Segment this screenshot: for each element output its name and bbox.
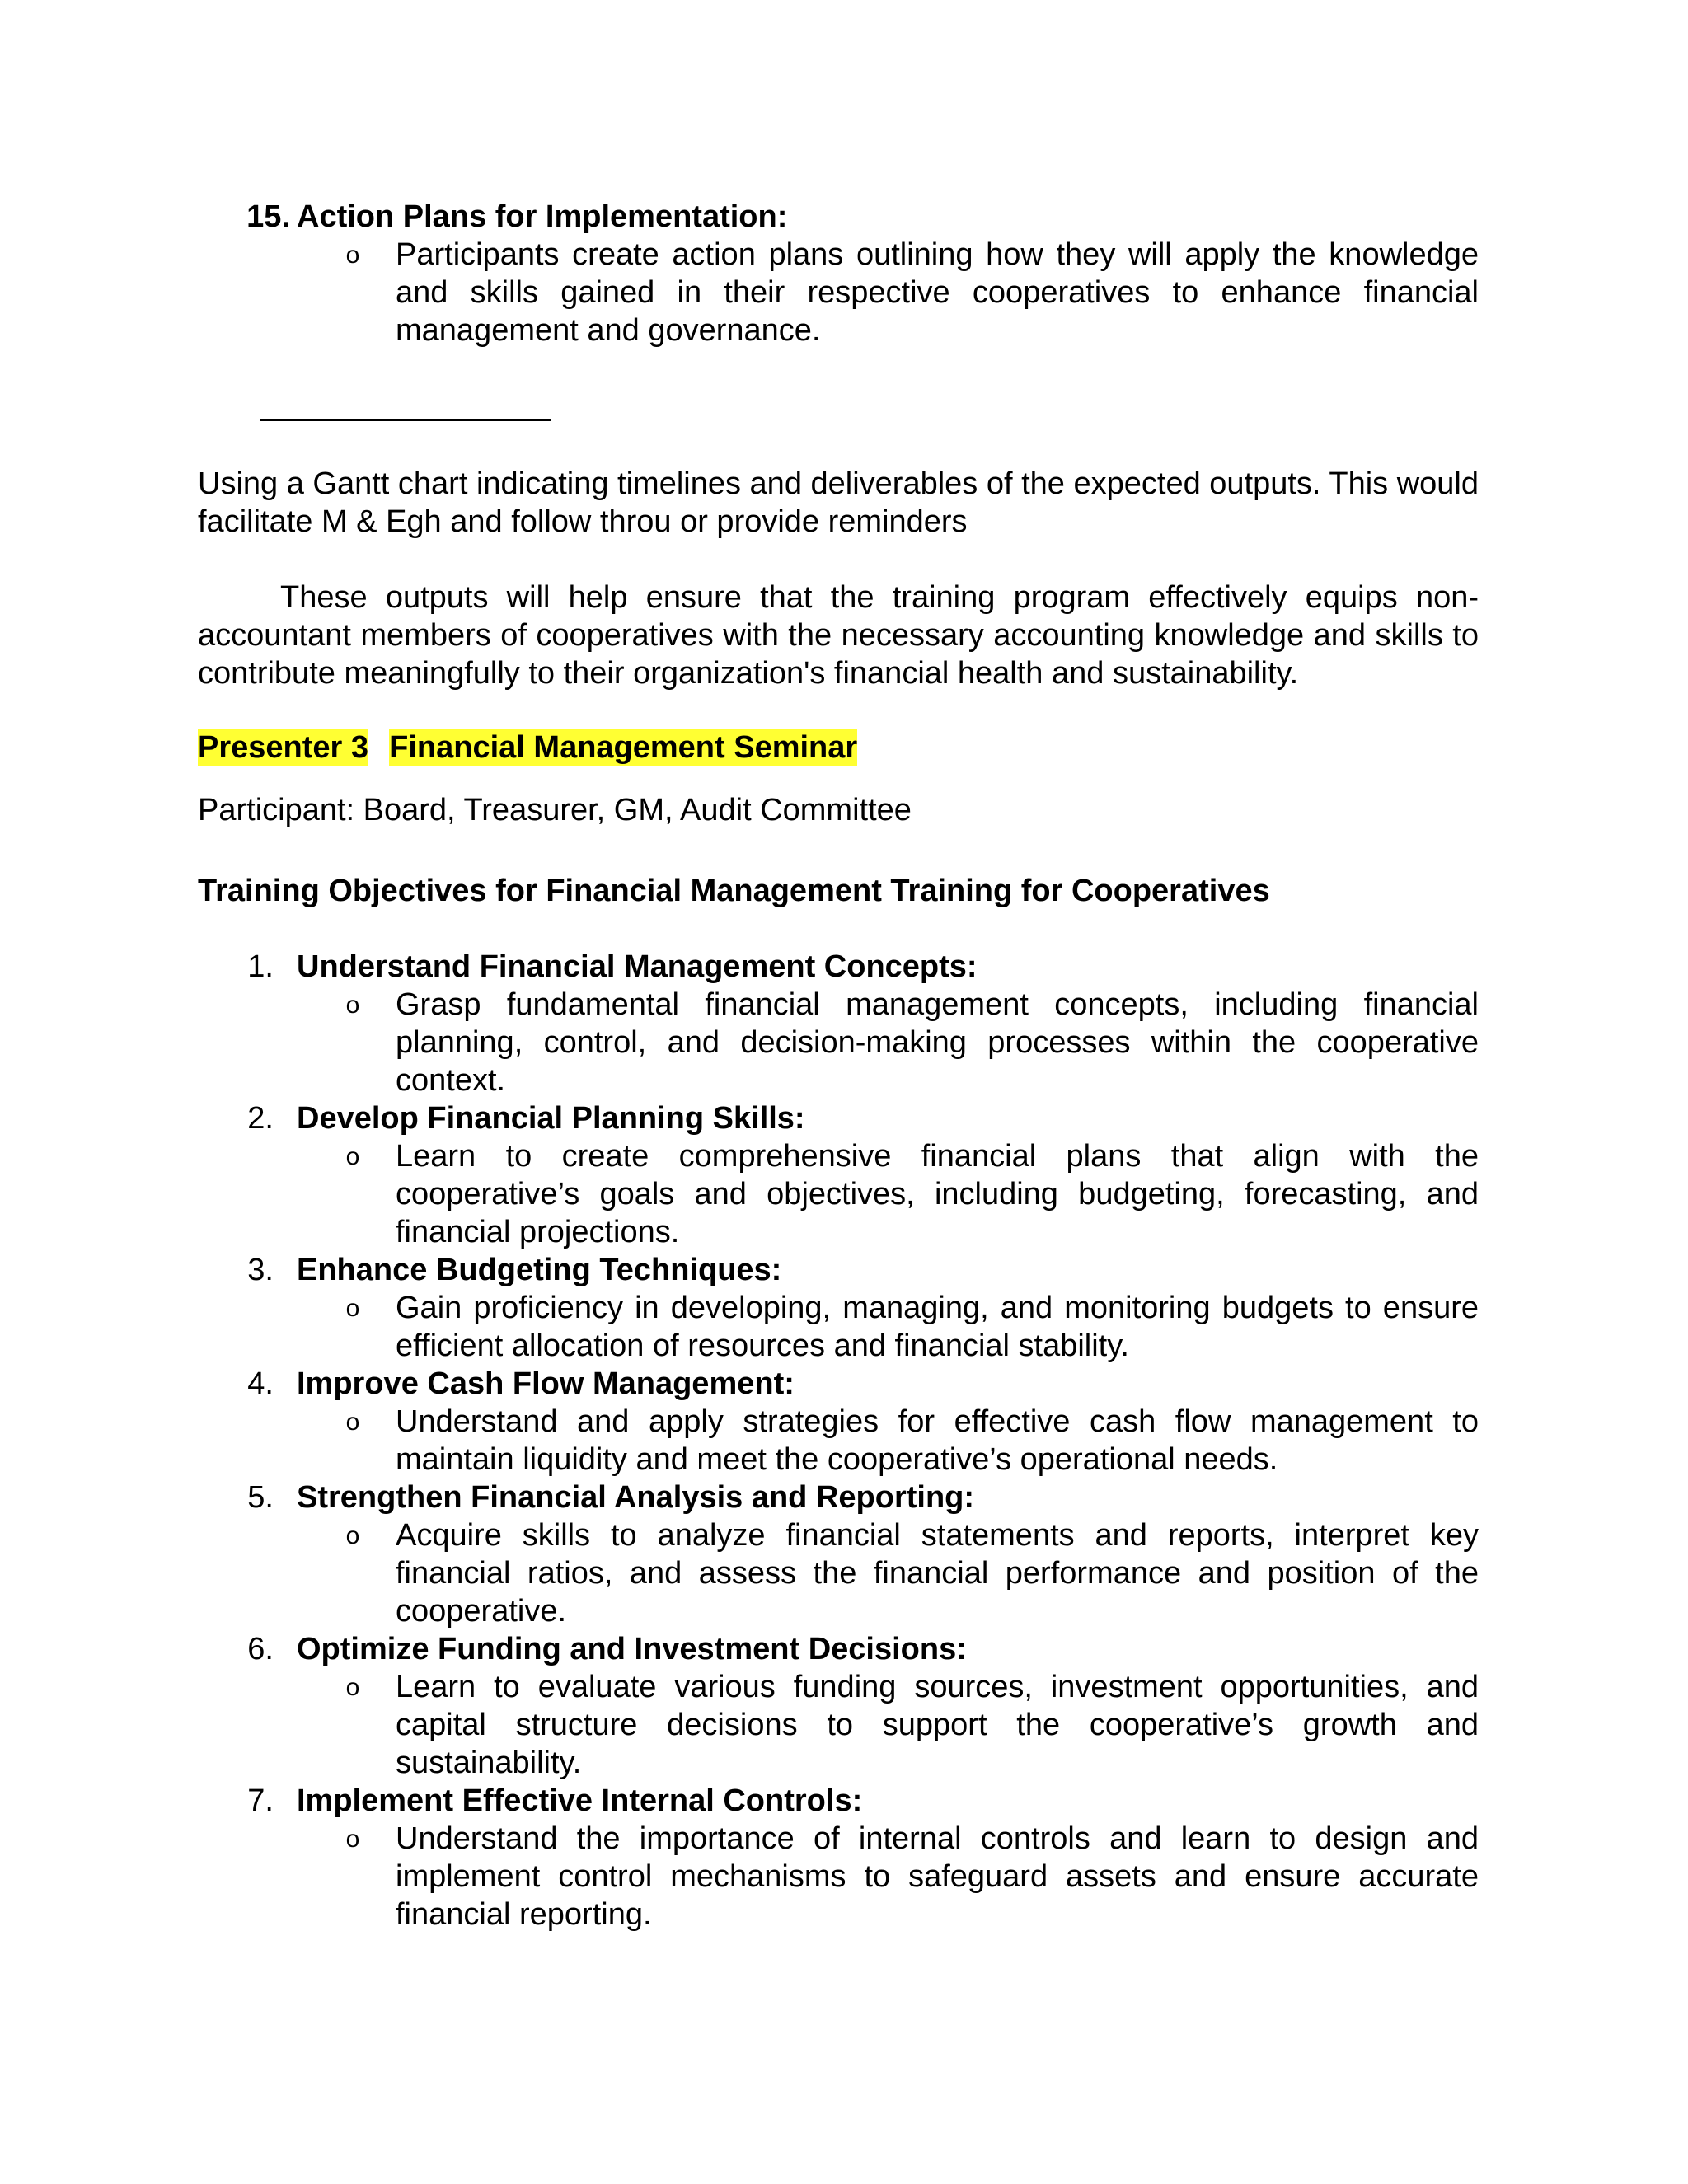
objective-text: Acquire skills to analyze financial statements and reports, interpret key financial ratios, and assess the financial performance and position of the cooperative.	[396, 1518, 1479, 1629]
bullet-icon: o	[345, 1522, 360, 1549]
objective-title: Develop Financial Planning Skills:	[297, 1101, 805, 1136]
list-item-title: Action Plans for Implementation:	[297, 199, 788, 234]
participants-line: Participant: Board, Treasurer, GM, Audit Committee	[198, 793, 912, 827]
objective-title: Implement Effective Internal Controls:	[297, 1783, 863, 1818]
objective-title: Enhance Budgeting Techniques:	[297, 1253, 782, 1287]
objective-text: Grasp fundamental financial management concepts, including financial planning, control, and decision-making processes within the cooperative context.	[396, 987, 1479, 1098]
objective-title: Improve Cash Flow Management:	[297, 1366, 795, 1401]
list-item-text: Participants create action plans outlining how they will apply the knowledge and skills gained in their respective cooperatives to enhance financial management and governance.	[396, 237, 1479, 348]
horizontal-divider	[260, 419, 551, 421]
objective-text: Understand the importance of internal controls and learn to design and implement control mechanisms to safeguard assets and ensure accurate financial reporting.	[396, 1821, 1479, 1932]
bullet-icon: o	[345, 241, 360, 269]
list-number: 6.	[247, 1632, 274, 1666]
bullet-icon: o	[345, 1408, 360, 1436]
outputs-paragraph: These outputs will help ensure that the training program effectively equips non-accountant members of cooperatives with the necessary accounting knowledge and skills to contribute meaningfully to their organization's financial health and sustainability.	[198, 580, 1479, 691]
list-number: 4.	[247, 1366, 274, 1401]
objective-text: Understand and apply strategies for effective cash flow management to maintain liquidity and meet the cooperative’s operational needs.	[396, 1404, 1479, 1477]
bullet-icon: o	[345, 1295, 360, 1322]
objective-text: Gain proficiency in developing, managing, and monitoring budgets to ensure efficient allocation of resources and financial stability.	[396, 1291, 1479, 1363]
list-number: 2.	[247, 1101, 274, 1136]
list-number: 5.	[247, 1480, 274, 1515]
presenter-label: Presenter 3	[198, 730, 369, 765]
gantt-note-paragraph: Using a Gantt chart indicating timelines and deliverables of the expected outputs. This would facilitate M & Egh and follow throu or provide reminders	[198, 466, 1479, 539]
bullet-icon: o	[345, 1143, 360, 1170]
bullet-icon: o	[345, 1674, 360, 1701]
objectives-heading: Training Objectives for Financial Management Training for Cooperatives	[198, 874, 1270, 908]
list-number: 3.	[247, 1253, 274, 1287]
seminar-title: Financial Management Seminar	[389, 730, 858, 765]
objective-title: Strengthen Financial Analysis and Reporting:	[297, 1480, 975, 1515]
objective-text: Learn to evaluate various funding sources, investment opportunities, and capital structure decisions to support the cooperative’s growth and sustainability.	[396, 1670, 1479, 1780]
list-number: 1.	[247, 949, 274, 984]
list-number: 7.	[247, 1783, 274, 1818]
objective-text: Learn to create comprehensive financial plans that align with the cooperative’s goals and objectives, including budgeting, forecasting, and financial projections.	[396, 1139, 1479, 1249]
objective-title: Understand Financial Management Concepts:	[297, 949, 978, 984]
bullet-icon: o	[345, 991, 360, 1019]
list-number: 15.	[246, 199, 290, 234]
objective-title: Optimize Funding and Investment Decisions:	[297, 1632, 967, 1666]
bullet-icon: o	[345, 1825, 360, 1853]
presenter-heading	[198, 729, 857, 766]
